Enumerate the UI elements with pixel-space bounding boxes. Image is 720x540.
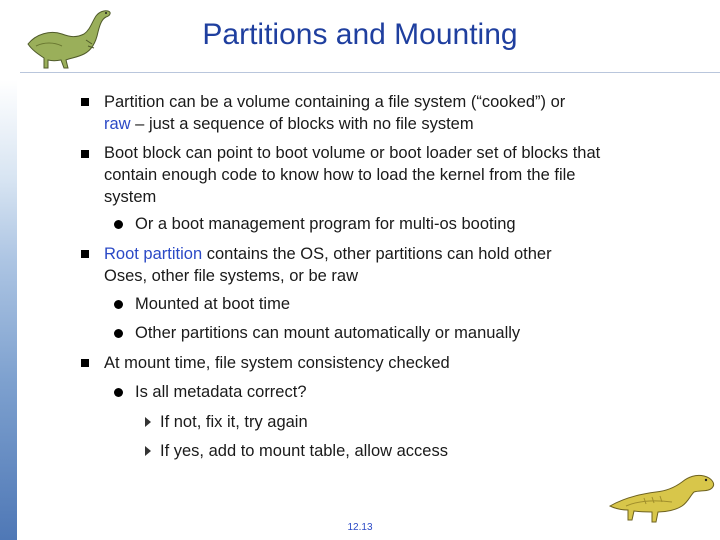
slide-title: Partitions and Mounting — [202, 18, 518, 51]
bullet-2-line-2: contain enough code to know how to load the kernel from the file — [104, 166, 576, 184]
round-bullet-icon — [114, 388, 123, 397]
sub-bullet-2-1: Or a boot management program for multi-os booting — [135, 215, 516, 233]
bullet-2-line-1: Boot block can point to boot volume or boot loader set of blocks that — [104, 144, 601, 162]
bullet-1-line-1: Partition can be a volume containing a file system (“cooked”) or — [104, 93, 566, 111]
square-bullet-icon — [81, 98, 89, 106]
bullet-3-line-1-text: contains the OS, other partitions can hold other — [202, 245, 552, 263]
bullet-1-line-2-text: – just a sequence of blocks with no file system — [130, 115, 474, 133]
raw-term: raw — [104, 115, 131, 133]
square-bullet-icon — [81, 250, 89, 258]
root-partition-term: Root partition — [104, 245, 203, 263]
sub-sub-bullet-4-1-b: If yes, add to mount table, allow access — [160, 442, 448, 460]
round-bullet-icon — [114, 329, 123, 338]
bullet-4-line-1: At mount time, file system consistency checked — [104, 354, 450, 372]
sub-sub-bullet-4-1-a: If not, fix it, try again — [160, 413, 308, 431]
bullet-2-line-3: system — [104, 188, 157, 206]
bullet-1-line-2 — [104, 113, 474, 135]
bullet-3-line-1 — [104, 243, 552, 265]
sub-bullet-3-2: Other partitions can mount automatically or manually — [135, 324, 521, 342]
arrow-bullet-icon — [145, 417, 151, 427]
bullet-3-line-2: Oses, other file systems, or be raw — [104, 267, 359, 285]
square-bullet-icon — [81, 150, 89, 158]
page-number: 12.13 — [347, 522, 373, 533]
sub-bullet-4-1: Is all metadata correct? — [135, 383, 307, 401]
arrow-bullet-icon — [145, 446, 151, 456]
round-bullet-icon — [114, 300, 123, 309]
sub-bullet-3-1: Mounted at boot time — [135, 295, 291, 313]
round-bullet-icon — [114, 220, 123, 229]
square-bullet-icon — [81, 359, 89, 367]
